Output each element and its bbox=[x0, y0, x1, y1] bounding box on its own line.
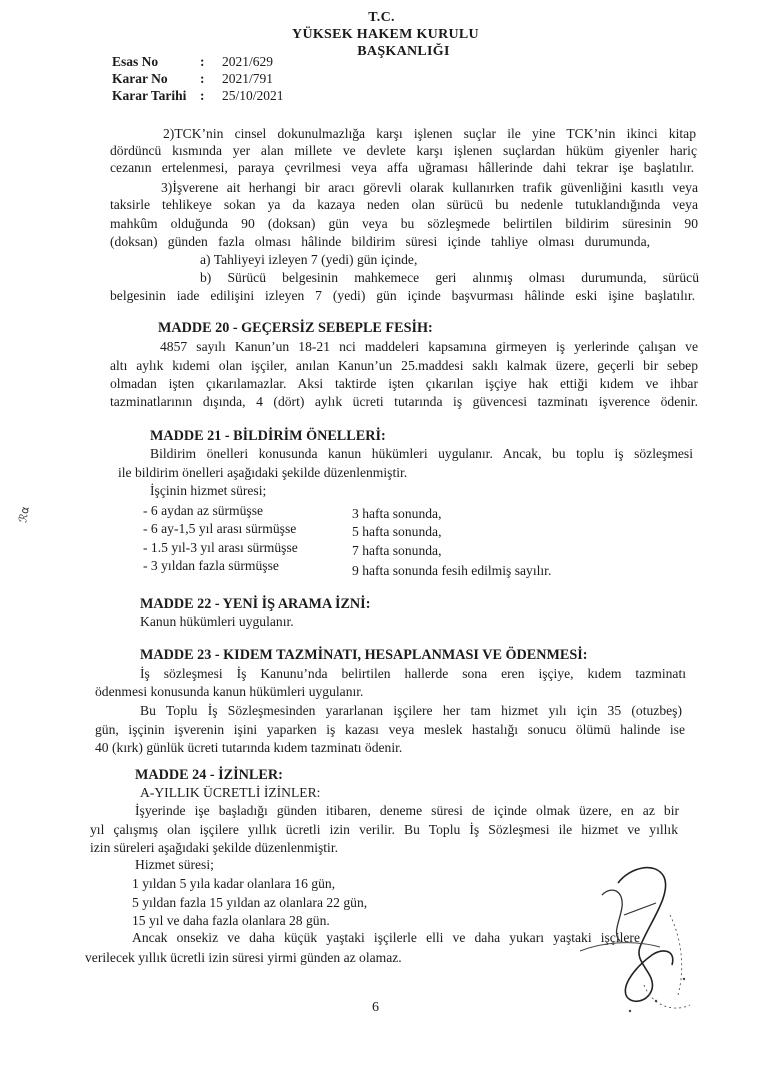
text-line: belgesinin iade edilişini izleyen 7 (yedi) gün içinde başvurması hâlinde eski işine başlatılır. bbox=[110, 288, 695, 303]
signature-scribble bbox=[560, 855, 710, 1025]
heading-madde-24: MADDE 24 - İZİNLER: bbox=[135, 767, 283, 783]
heading-madde-21: MADDE 21 - BİLDİRİM ÖNELLERİ: bbox=[150, 428, 386, 444]
text-line: ile bildirim önelleri aşağıdaki şekilde düzenlenmiştir. bbox=[118, 465, 408, 480]
text-line: 15 yıl ve daha fazla olanlara 28 gün. bbox=[132, 913, 330, 928]
margin-handwritten-mark: ℛα bbox=[16, 505, 32, 524]
text-line: İşçinin hizmet süresi; bbox=[150, 483, 267, 498]
meta-sep: : bbox=[200, 88, 205, 103]
notice-duration: 5 hafta sonunda, bbox=[352, 524, 442, 539]
heading-madde-22: MADDE 22 - YENİ İŞ ARAMA İZNİ: bbox=[140, 596, 371, 612]
notice-period: - 3 yıldan fazla sürmüşse bbox=[143, 558, 279, 573]
text-line: Ancak onsekiz ve daha küçük yaştaki işçilerle elli ve daha yukarı yaştaki işçilere bbox=[132, 930, 640, 945]
notice-duration: 3 hafta sonunda, bbox=[352, 506, 442, 521]
text-line: izin süreleri aşağıdaki şekilde düzenlenmiştir. bbox=[90, 840, 339, 855]
text-line: Kanun hükümleri uygulanır. bbox=[140, 614, 294, 629]
text-line: 2)TCK’nin cinsel dokunulmazlığa karşı işlenen suçlar ile yine TCK’nin ikinci kitap bbox=[163, 126, 696, 141]
page-number: 6 bbox=[372, 1000, 379, 1015]
text-line: İş sözleşmesi İş Kanunu’nda belirtilen hallerde sona eren işçiye, kıdem tazminatı bbox=[140, 666, 686, 681]
text-line: tazminatlarının dışında, 4 (dört) aylık ücreti tutarında iş güvencesi tazminatı işverence ödenir. bbox=[110, 394, 698, 409]
meta-esas-no bbox=[112, 54, 273, 70]
text-line: Bu Toplu İş Sözleşmesinden yararlanan işçilere her tam hizmet yılı için 35 (otuzbeş) bbox=[140, 703, 682, 718]
text-line: 5 yıldan fazla 15 yıldan az olanlara 22 gün, bbox=[132, 895, 368, 910]
notice-duration: 7 hafta sonunda, bbox=[352, 543, 442, 558]
meta-value: 2021/629 bbox=[222, 54, 274, 69]
text-line: İşyerinde işe başladığı günden itibaren, deneme süresi de içinde olmak üzere, en az bir bbox=[135, 803, 679, 818]
header-tc: T.C. bbox=[368, 10, 395, 25]
text-line: yıl çalışmış olan işçilere yıllık ücretli izin verilir. Bu Toplu İş Sözleşmesi ile hizmet ve yıllık bbox=[90, 822, 678, 837]
meta-value: 2021/791 bbox=[222, 71, 274, 86]
subheading-annual-leave: A-YILLIK ÜCRETLİ İZİNLER: bbox=[140, 785, 321, 800]
text-line: 3)İşverene ait herhangi bir aracı görevli olarak kullanırken trafik güvenliğini kasıtlı veya bbox=[161, 180, 698, 195]
text-line: dördüncü kısmında yer alan millete ve devlete karşı işlenen suçlardan hüküm giyenler hariç bbox=[110, 143, 697, 158]
text-line: olmadan işten çıkarılamazlar. Aksi taktirde işten çıkarılan işçiye hak ettiği kıdem ve ihbar bbox=[110, 376, 698, 391]
header-institution: YÜKSEK HAKEM KURULU bbox=[292, 27, 479, 42]
meta-key: Esas No bbox=[112, 54, 159, 69]
meta-key: Karar No bbox=[112, 71, 168, 86]
text-line: verilecek yıllık ücretli izin süresi yirmi günden az olamaz. bbox=[85, 950, 402, 965]
text-line: 1 yıldan 5 yıla kadar olanlara 16 gün, bbox=[132, 876, 336, 891]
text-line: 40 (kırk) günlük ücreti tutarında kıdem tazminatı ödenir. bbox=[95, 740, 403, 755]
text-line: gün, işçinin işverenin işini yaparken iş kazası veya meslek hastalığı sonucu ölümü halinde ise bbox=[95, 722, 685, 737]
text-line: Hizmet süresi; bbox=[135, 857, 214, 872]
meta-sep: : bbox=[200, 71, 205, 86]
notice-period: - 6 aydan az sürmüşse bbox=[143, 503, 264, 518]
text-line: taksirle tehlikeye sokan ya da kazaya neden olan sürücü bu nedenle tutuklandığında veya bbox=[110, 197, 698, 212]
text-line: 4857 sayılı Kanun’un 18-21 nci maddeleri kapsamına girmeyen iş yerlerinde çalışan ve bbox=[160, 339, 698, 354]
header-department: BAŞKANLIĞI bbox=[357, 44, 450, 59]
text-line: b) Sürücü belgesinin mahkemece geri alınmış olması durumunda, sürücü bbox=[200, 270, 699, 285]
text-line: a) Tahliyeyi izleyen 7 (yedi) gün içinde, bbox=[200, 252, 418, 267]
text-line: cezanın ertelenmesi, paraya çevrilmesi veya affa uğraması hâllerinde dahi tekrar işe başlatılır. bbox=[110, 160, 694, 175]
meta-karar-no bbox=[112, 71, 273, 87]
text-line: ödenmesi konusunda kanun hükümleri uygulanır. bbox=[95, 684, 364, 699]
text-line: Bildirim önelleri konusunda kanun hükümleri uygulanır. Ancak, bu toplu iş sözleşmesi bbox=[150, 446, 693, 461]
heading-madde-20: MADDE 20 - GEÇERSİZ SEBEPLE FESİH: bbox=[158, 320, 433, 336]
meta-key: Karar Tarihi bbox=[112, 88, 187, 103]
meta-sep: : bbox=[200, 54, 205, 69]
text-line: altı aylık kıdemi olan işçiler, anılan Kanun’un 25.maddesi saklı kalmak üzere, geçerli bir sebep bbox=[110, 358, 698, 373]
notice-duration: 9 hafta sonunda fesih edilmiş sayılır. bbox=[352, 563, 552, 578]
meta-karar-tarihi bbox=[112, 88, 284, 104]
heading-madde-23: MADDE 23 - KIDEM TAZMİNATI, HESAPLANMASI VE ÖDENMESİ: bbox=[140, 647, 588, 663]
text-line: mahkûm olduğunda 90 (doksan) gün veya bu sözleşmede belirtilen bildirim süresinin 90 bbox=[110, 216, 698, 231]
notice-period: - 6 ay-1,5 yıl arası sürmüşse bbox=[143, 521, 297, 536]
notice-period: - 1.5 yıl-3 yıl arası sürmüşse bbox=[143, 540, 298, 555]
text-line: (doksan) günden fazla olması hâlinde bildirim süresi içinde tahliye olması durumunda, bbox=[110, 234, 650, 249]
meta-value: 25/10/2021 bbox=[222, 88, 284, 103]
